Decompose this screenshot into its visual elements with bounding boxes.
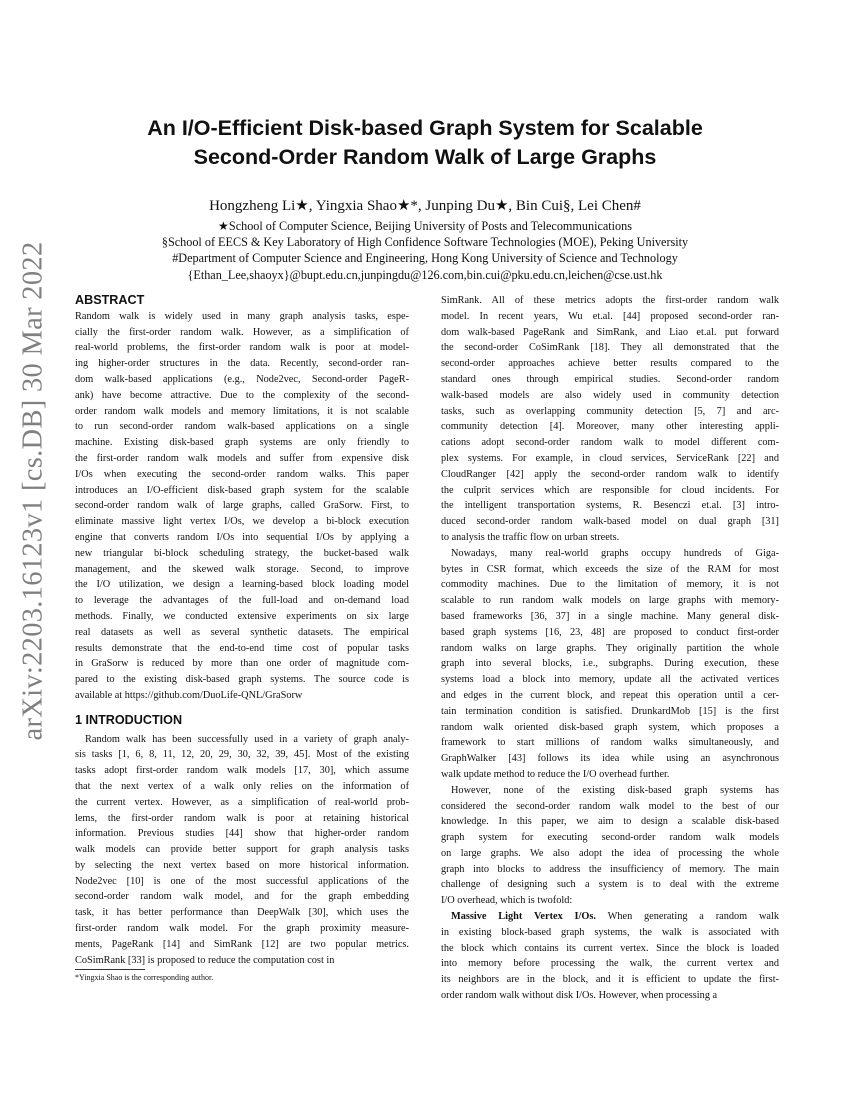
footnote: *Yingxia Shao is the corresponding author. — [75, 973, 214, 982]
text-line: I/O overhead, which is twofold: — [441, 895, 573, 907]
text-line: graph system for executing second-order random walk models — [441, 832, 779, 844]
text-line: new triangular bi-block scheduling strategy, the bucket-based walk — [75, 547, 409, 559]
text-line: considered the second-order random walk model to the best of our — [441, 800, 779, 812]
text-line: engine that converts random I/Os into sequential I/Os by applying a — [75, 531, 409, 543]
author-emails: {Ethan_Lee,shaoyx}@bupt.edu.cn,junpingdu@126.com,bin.cui@pku.edu.cn,leichen@cse.ust.hk — [187, 267, 663, 282]
text-line: and edges in the current block, and repeat this operation until a cer- — [441, 689, 779, 701]
text-line: Nowadays, many real-world graphs occupy hundreds of Giga- — [451, 547, 779, 559]
text-line: walk update method to reduce the I/O overhead further. — [441, 768, 670, 780]
text-line: the second-order CoSimRank [18]. They all demonstrated that the — [441, 342, 779, 354]
abstract-body — [75, 309, 409, 704]
text-line: Random walk is widely used in many graph analysis tasks, espe- — [75, 310, 409, 322]
text-line: walk-based models are also widely used in community detection — [441, 389, 779, 401]
text-line: I/Os when executing the second-order random walks. This paper — [75, 468, 409, 480]
text-line: However, none of the existing disk-based graph systems has — [451, 784, 779, 796]
paper-title — [0, 114, 850, 172]
text-line: real datasets as well as several synthetic datasets. The empirical — [75, 626, 409, 638]
text-line: machine. Existing disk-based graph systems are only friendly to — [75, 437, 409, 449]
introduction-heading: 1 INTRODUCTION — [75, 712, 183, 727]
text-line: dom walk-based PageRank and SimRank, and Liao et.al. put forward — [441, 326, 779, 338]
text-line: random walks on large graphs. They originally partition the whole — [441, 642, 779, 654]
text-line: framework to start millions of random walks simultaneously, and — [441, 737, 779, 749]
text-line: random walk oriented disk-based graph system, which proposes a — [441, 721, 779, 733]
text-line: available at https://github.com/DuoLife-QNL/GraSorw — [75, 689, 303, 701]
right-column — [441, 293, 779, 1004]
text-line: results demonstrate that the end-to-end time cost of popular tasks — [75, 642, 409, 654]
text-line: its neighbors are in the block, and it is efficient to update the first- — [441, 974, 779, 986]
text-line: eliminate massive light vertex I/Os, we develop a bi-block execution — [75, 516, 409, 528]
line-text: When generating a random walk — [596, 911, 779, 923]
text-line: community detection [4]. Moreover, many other interesting appli- — [441, 421, 779, 433]
text-line: second-order approaches achieve better results compared to the — [441, 358, 779, 370]
text-line: task, it has better performance than DeepWalk [30], which uses the — [75, 907, 409, 919]
text-line: standard ones through empirical studies. Second-order random — [441, 373, 779, 385]
text-line: Node2vec [10] is one of the most successful applications of the — [75, 875, 409, 887]
text-line: dom walk-based applications (e.g., Node2vec, Second-order PageR- — [75, 373, 409, 385]
text-line: to run second-order random walk-based applications on a single — [75, 421, 409, 433]
text-line: second-order random walk model, and for the graph embedding — [75, 891, 409, 903]
text-line: graph into blocks to address the insufficiency of memory. The main — [441, 863, 779, 875]
arxiv-identifier — [8, 241, 58, 741]
text-line: pared to the existing disk-based graph systems. The source code is — [75, 674, 409, 686]
text-line: methods. Finally, we conducted extensive experiments on six large — [75, 610, 409, 622]
text-line: into memory before processing the walk, the current vertex and — [441, 958, 779, 970]
title-line: An I/O-Efficient Disk-based Graph System for Scalable — [147, 116, 703, 140]
affiliation-line: #Department of Computer Science and Engineering, Hong Kong University of Science and Technology — [172, 251, 678, 266]
author-list: Hongzheng Li★, Yingxia Shao★*, Junping Du★, Bin Cui§, Lei Chen# — [209, 198, 641, 214]
text-line: the culprit services which are responsible for cloud incidents. For — [441, 484, 779, 496]
text-line: lems, the first-order random walk is poor at retaining historical — [75, 812, 409, 824]
paragraph-continued — [441, 925, 779, 1004]
text-line: SimRank. All of these metrics adopts the first-order random walk — [441, 295, 779, 306]
footnote-rule — [75, 969, 145, 970]
text-line: introduces an I/O-efficient disk-based graph system for the scalable — [75, 484, 409, 496]
text-line: GraphWalker [43] follows its idea while using an asynchronous — [441, 753, 779, 765]
text-line: commodity machines. Due to the limitation of memory, it is not — [441, 579, 779, 591]
text-line: CloudRanger [42] apply the second-order random walk to identify — [441, 468, 779, 480]
text-line: ments, PageRank [14] and SimRank [12] are two popular metrics. — [75, 938, 409, 950]
text-line: cially the first-order random walk. However, as a simplification of — [75, 326, 409, 338]
affiliation-line: §School of EECS & Key Laboratory of High Confidence Software Technologies (MOE), Peking University — [161, 235, 689, 250]
text-line: the current vertex. However, as a simplification of real-world prob- — [75, 796, 409, 808]
affiliations — [0, 218, 850, 283]
text-line: model. In recent years, Wu et.al. [44] proposed second-order ran- — [441, 310, 779, 322]
abstract-heading: ABSTRACT — [75, 293, 145, 307]
text-line: challenge of designing such a system is to deal with the extreme — [441, 879, 779, 891]
text-line: the intelligent transportation systems, R. Besenczi et.al. [3] intro- — [441, 500, 779, 512]
text-line: the I/O utilization, we design a learning-based block loading model — [75, 579, 409, 591]
text-line: duced second-order random walk-based model on dual graph [31] — [441, 516, 779, 528]
text-line: in existing block-based graph systems, the walk is associated with — [441, 926, 779, 938]
text-line: walk models can provide better support for graph analysis tasks — [75, 844, 409, 856]
text-line: tain termination condition is satisfied. DrunkardMob [15] is the first — [441, 705, 779, 717]
text-line: CoSimRank [33] is proposed to reduce the computation cost in — [75, 954, 335, 966]
paragraph-massive-light-vertex — [441, 909, 779, 1004]
text-line: real-world problems, the first-order random walk is poor at model- — [75, 342, 409, 354]
text-line: to leverage the advantages of the full-load and on-demand load — [75, 595, 409, 607]
text-line: first-order random walk model. For the graph proximity measure- — [75, 923, 409, 935]
text-line: order random walk without disk I/Os. However, when processing a — [441, 990, 718, 1002]
paragraph — [441, 293, 779, 546]
arxiv-identifier-text: arXiv:2203.16123v1 [cs.DB] 30 Mar 2022 — [17, 241, 49, 741]
text-line: scalable to run random walk models on large graphs with memory- — [441, 595, 779, 607]
title-line: Second-Order Random Walk of Large Graphs — [193, 145, 657, 169]
left-column — [75, 293, 409, 968]
text-line: tasks adopt first-order random walk models [17, 30], which assume — [75, 765, 409, 777]
text-line: plex systems. For example, in cloud services, ServiceRank [22] and — [441, 452, 779, 464]
text-line: information. Previous studies [44] show that higher-order random — [75, 828, 409, 840]
text-line: to analysis the traffic flow on urban streets. — [441, 531, 620, 543]
paragraph — [441, 546, 779, 783]
text-line: the block which contains its current vertex. Since the block is loaded — [441, 942, 779, 954]
paragraph-line — [441, 909, 779, 925]
affiliation-line: ★School of Computer Science, Beijing University of Posts and Telecommunications — [217, 219, 632, 233]
text-line: second-order random walk of large graphs, called GraSorw. First, to — [75, 500, 409, 512]
text-line: on large graphs. We also adopt the idea of processing the whole — [441, 847, 779, 859]
text-line: that the next vertex of a walk only relies on the information of — [75, 780, 409, 792]
introduction-body — [75, 732, 409, 969]
text-line: systems load a block into memory, update all the activated vertices — [441, 674, 779, 686]
text-line: order random walk models and memory limitations, it is not scalable — [75, 405, 409, 417]
text-line: graph into several blocks, i.e., subgraphs. During execution, these — [441, 658, 779, 670]
text-line: Random walk has been successfully used in a variety of graph analy- — [85, 733, 409, 745]
text-line: cations adopt second-order random walk to model different com- — [441, 437, 779, 449]
text-line: sis tasks [1, 6, 8, 11, 12, 20, 29, 30, 32, 39, 45]. Most of the existing — [75, 749, 409, 761]
text-line: in GraSorw is reduced by more than one order of magnitude com- — [75, 658, 409, 670]
text-line: by selecting the next vertex based on more historical information. — [75, 859, 409, 871]
run-in-heading: Massive Light Vertex I/Os. — [451, 911, 596, 923]
text-line: based graph systems [16, 23, 48] are proposed to conduct first-order — [441, 626, 779, 638]
text-line: tasks, such as overlapping community detection [5, 7] and arc- — [441, 405, 779, 417]
text-line: bytes in CSR format, which exceeds the size of the RAM for most — [441, 563, 779, 575]
text-line: management, and the skewed walk storage. Second, to improve — [75, 563, 409, 575]
text-line: ing higher-order structures in the data. Recently, second-order ran- — [75, 358, 409, 370]
text-line: based frameworks [36, 37] in a single machine. Many general disk- — [441, 610, 779, 622]
text-line: knowledge. In this paper, we aim to design a scalable disk-based — [441, 816, 779, 828]
paragraph — [441, 783, 779, 909]
text-line: ank) have become attractive. Due to the complexity of the second- — [75, 389, 409, 401]
text-line: the first-order random walk models and suffer from expensive disk — [75, 452, 409, 464]
